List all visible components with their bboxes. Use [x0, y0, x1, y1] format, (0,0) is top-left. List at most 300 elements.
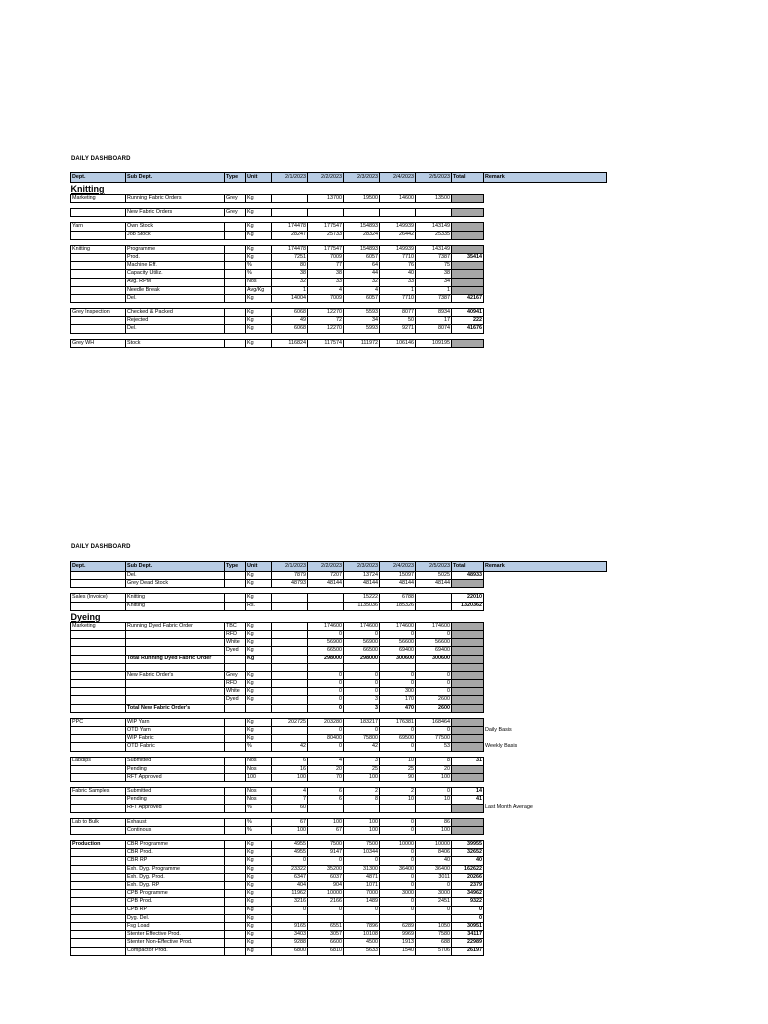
- value-cell: [272, 639, 308, 647]
- table-row: [71, 743, 607, 751]
- type-cell: [225, 655, 246, 663]
- table-row: [71, 898, 607, 906]
- unit-cell: Kg: [246, 727, 272, 735]
- total-cell: [452, 245, 484, 253]
- unit-cell: Kg: [246, 572, 272, 580]
- value-cell: 0: [344, 688, 380, 696]
- value-cell: 2451: [416, 898, 452, 906]
- value-cell: 100: [416, 826, 452, 834]
- dept-cell: [71, 209, 126, 217]
- value-cell: [380, 209, 416, 217]
- remark-cell: [484, 939, 607, 947]
- total-cell: [452, 765, 484, 773]
- value-cell: 6057: [344, 294, 380, 302]
- value-cell: 13500: [416, 195, 452, 203]
- value-cell: 0: [308, 696, 344, 704]
- dept-cell: [71, 922, 126, 930]
- sub-dept-cell: Programme: [126, 245, 225, 253]
- sub-dept-cell: Submitted: [126, 788, 225, 796]
- dept-cell: [71, 898, 126, 906]
- table-row: [71, 622, 607, 630]
- unit-cell: Kg: [246, 647, 272, 655]
- dept-cell: [71, 671, 126, 679]
- value-cell: 149939: [380, 245, 416, 253]
- value-cell: 4955: [272, 841, 308, 849]
- value-cell: 143149: [416, 223, 452, 231]
- table-row: [71, 696, 607, 704]
- value-cell: 100: [272, 826, 308, 834]
- dept-cell: [71, 663, 126, 671]
- value-cell: 174478: [272, 245, 308, 253]
- unit-cell: Kg: [246, 931, 272, 939]
- value-cell: [272, 914, 308, 922]
- type-cell: [225, 278, 246, 286]
- table-row: [71, 253, 607, 261]
- value-cell: 6347: [272, 873, 308, 881]
- table-row: [71, 325, 607, 333]
- value-cell: 300: [380, 688, 416, 696]
- value-cell: 116824: [272, 339, 308, 347]
- sub-dept-cell: [126, 680, 225, 688]
- value-cell: 0: [416, 788, 452, 796]
- value-cell: 9271: [380, 325, 416, 333]
- value-cell: 0: [308, 906, 344, 914]
- type-cell: [225, 826, 246, 834]
- value-cell: 5993: [344, 325, 380, 333]
- table-row: [71, 594, 607, 602]
- table-row: [71, 914, 607, 922]
- value-cell: 904: [308, 882, 344, 890]
- remark-cell: [484, 704, 607, 712]
- dept-cell: [71, 688, 126, 696]
- value-cell: 42: [344, 743, 380, 751]
- value-cell: [272, 209, 308, 217]
- type-cell: [225, 317, 246, 325]
- value-cell: 2600: [416, 696, 452, 704]
- value-cell: 7207: [308, 572, 344, 580]
- remark-cell: [484, 688, 607, 696]
- value-cell: 25733: [308, 231, 344, 239]
- remark-cell: [484, 580, 607, 588]
- value-cell: 0: [308, 680, 344, 688]
- total-cell: 32652: [452, 849, 484, 857]
- total-cell: [452, 655, 484, 663]
- value-cell: 40: [380, 270, 416, 278]
- table-row: [71, 796, 607, 804]
- sub-dept-cell: CPB Prod.: [126, 898, 225, 906]
- total-cell: 40: [452, 857, 484, 865]
- value-cell: 70: [308, 773, 344, 781]
- value-cell: 3000: [380, 890, 416, 898]
- value-cell: 31300: [344, 865, 380, 873]
- table-row: [71, 223, 607, 231]
- value-cell: 0: [344, 906, 380, 914]
- remark-cell: [484, 696, 607, 704]
- value-cell: 10: [416, 796, 452, 804]
- dept-cell: [71, 796, 126, 804]
- value-cell: 7896: [344, 922, 380, 930]
- sub-dept-cell: Knitting: [126, 594, 225, 602]
- table-row: [71, 773, 607, 781]
- value-cell: 688: [416, 939, 452, 947]
- type-cell: [225, 857, 246, 865]
- unit-cell: Kg: [246, 195, 272, 203]
- total-cell: [452, 639, 484, 647]
- value-cell: 177547: [308, 245, 344, 253]
- table-row: [71, 602, 607, 610]
- dept-cell: Marketing: [71, 195, 126, 203]
- value-cell: 3: [344, 757, 380, 765]
- value-cell: 0: [308, 727, 344, 735]
- dept-cell: Lab to Bulk: [71, 818, 126, 826]
- sub-dept-cell: Knitting: [126, 602, 225, 610]
- dept-cell: [71, 630, 126, 638]
- unit-cell: Kg: [246, 639, 272, 647]
- dept-cell: [71, 294, 126, 302]
- type-cell: [225, 602, 246, 610]
- dept-cell: [71, 826, 126, 834]
- remark-cell: [484, 718, 607, 726]
- value-cell: 48144: [308, 580, 344, 588]
- value-cell: 32: [272, 278, 308, 286]
- table-row: [71, 317, 607, 325]
- type-cell: White: [225, 688, 246, 696]
- remark-cell: [484, 309, 607, 317]
- value-cell: 1489: [344, 898, 380, 906]
- value-cell: 6: [308, 788, 344, 796]
- sub-dept-cell: Rejected: [126, 317, 225, 325]
- value-cell: [308, 594, 344, 602]
- remark-cell: [484, 630, 607, 638]
- column-header: 2/5/2023: [416, 173, 452, 183]
- value-cell: 0: [308, 688, 344, 696]
- value-cell: 9969: [380, 931, 416, 939]
- sub-dept-cell: Continous: [126, 826, 225, 834]
- value-cell: 0: [272, 857, 308, 865]
- value-cell: 49: [272, 317, 308, 325]
- table-row: [71, 727, 607, 735]
- value-cell: 1: [416, 286, 452, 294]
- value-cell: 7879: [272, 572, 308, 580]
- value-cell: 25: [344, 765, 380, 773]
- remark-cell: [484, 317, 607, 325]
- total-cell: 41676: [452, 325, 484, 333]
- sub-dept-cell: Checked & Packed: [126, 309, 225, 317]
- column-header: Sub Dept.: [126, 562, 225, 572]
- unit-cell: Kg: [246, 688, 272, 696]
- value-cell: 7: [272, 796, 308, 804]
- remark-cell: [484, 339, 607, 347]
- total-cell: [452, 826, 484, 834]
- value-cell: [344, 914, 380, 922]
- value-cell: 1: [380, 286, 416, 294]
- unit-cell: Nos: [246, 788, 272, 796]
- value-cell: 174600: [416, 622, 452, 630]
- value-cell: 6788: [380, 594, 416, 602]
- total-cell: [452, 223, 484, 231]
- dept-cell: [71, 704, 126, 712]
- dyeing-dashboard-table: [70, 561, 607, 956]
- unit-cell: [246, 704, 272, 712]
- value-cell: 69400: [380, 647, 416, 655]
- value-cell: 38: [416, 270, 452, 278]
- dept-cell: [71, 580, 126, 588]
- column-header: Unit: [246, 562, 272, 572]
- table-row: [71, 286, 607, 294]
- sub-dept-cell: Capacity Utiliz.: [126, 270, 225, 278]
- unit-cell: Kg: [246, 841, 272, 849]
- dept-cell: [71, 325, 126, 333]
- table-row: [71, 339, 607, 347]
- value-cell: 0: [380, 906, 416, 914]
- sub-dept-cell: [126, 663, 225, 671]
- value-cell: 6037: [308, 873, 344, 881]
- value-cell: 176381: [380, 718, 416, 726]
- value-cell: 80: [272, 262, 308, 270]
- column-header: 2/4/2023: [380, 562, 416, 572]
- unit-cell: Avg/Kg: [246, 286, 272, 294]
- unit-cell: Kg: [246, 630, 272, 638]
- value-cell: 3: [344, 704, 380, 712]
- column-header: 2/2/2023: [308, 173, 344, 183]
- dept-cell: [71, 931, 126, 939]
- type-cell: [225, 704, 246, 712]
- value-cell: 1050: [416, 922, 452, 930]
- unit-cell: Kg: [246, 914, 272, 922]
- total-cell: [452, 195, 484, 203]
- type-cell: [225, 572, 246, 580]
- table-row: [71, 826, 607, 834]
- remark-cell: [484, 841, 607, 849]
- value-cell: 12270: [308, 309, 344, 317]
- type-cell: [225, 865, 246, 873]
- value-cell: 10000: [308, 890, 344, 898]
- value-cell: 0: [380, 873, 416, 881]
- unit-cell: Kg: [246, 317, 272, 325]
- total-cell: [452, 718, 484, 726]
- value-cell: 10108: [344, 931, 380, 939]
- value-cell: [344, 209, 380, 217]
- value-cell: [308, 804, 344, 812]
- type-cell: [225, 931, 246, 939]
- remark-cell: [484, 655, 607, 663]
- sub-dept-cell: Submitted: [126, 757, 225, 765]
- dept-cell: [71, 865, 126, 873]
- total-cell: 9322: [452, 898, 484, 906]
- value-cell: 19500: [344, 195, 380, 203]
- type-cell: [225, 339, 246, 347]
- value-cell: 470: [380, 704, 416, 712]
- type-cell: [225, 743, 246, 751]
- value-cell: 6289: [380, 922, 416, 930]
- value-cell: 20: [416, 765, 452, 773]
- total-cell: 162622: [452, 865, 484, 873]
- value-cell: 60: [272, 804, 308, 812]
- unit-cell: Kg: [246, 939, 272, 947]
- value-cell: 10: [380, 796, 416, 804]
- remark-cell: [484, 914, 607, 922]
- sub-dept-cell: [126, 647, 225, 655]
- value-cell: 75800: [344, 735, 380, 743]
- unit-cell: Kg: [246, 947, 272, 955]
- column-header: Dept.: [71, 173, 126, 183]
- sub-dept-cell: RFT Approved: [126, 804, 225, 812]
- value-cell: [308, 663, 344, 671]
- value-cell: 185326: [380, 602, 416, 610]
- dept-cell: Yarn: [71, 223, 126, 231]
- value-cell: 17: [416, 317, 452, 325]
- value-cell: 12270: [308, 325, 344, 333]
- value-cell: [272, 704, 308, 712]
- value-cell: 86: [416, 818, 452, 826]
- dept-cell: [71, 914, 126, 922]
- value-cell: 0: [416, 882, 452, 890]
- dept-cell: [71, 286, 126, 294]
- type-cell: [225, 270, 246, 278]
- sub-dept-cell: WIP Fabric: [126, 735, 225, 743]
- value-cell: 0: [344, 727, 380, 735]
- value-cell: 6068: [272, 325, 308, 333]
- value-cell: 5706: [416, 947, 452, 955]
- value-cell: 10: [380, 757, 416, 765]
- value-cell: 34: [344, 317, 380, 325]
- value-cell: [416, 914, 452, 922]
- value-cell: 8934: [416, 309, 452, 317]
- value-cell: 0: [416, 680, 452, 688]
- value-cell: 56600: [380, 639, 416, 647]
- value-cell: 77: [308, 262, 344, 270]
- value-cell: 4: [308, 757, 344, 765]
- value-cell: [416, 663, 452, 671]
- unit-cell: Kg: [246, 849, 272, 857]
- value-cell: [272, 655, 308, 663]
- sub-dept-cell: Avg. RPM: [126, 278, 225, 286]
- remark-cell: [484, 639, 607, 647]
- dept-cell: Labdips: [71, 757, 126, 765]
- total-cell: [452, 804, 484, 812]
- unit-cell: Kg: [246, 253, 272, 261]
- value-cell: [416, 209, 452, 217]
- table-row: [71, 655, 607, 663]
- remark-cell: [484, 765, 607, 773]
- value-cell: 8406: [416, 849, 452, 857]
- value-cell: 0: [416, 688, 452, 696]
- value-cell: 48144: [380, 580, 416, 588]
- value-cell: 69400: [416, 647, 452, 655]
- value-cell: 9147: [308, 849, 344, 857]
- value-cell: 100: [344, 773, 380, 781]
- value-cell: 56600: [416, 639, 452, 647]
- dept-cell: [71, 735, 126, 743]
- sub-dept-cell: Running Dyed Fabric Order: [126, 622, 225, 630]
- unit-cell: %: [246, 804, 272, 812]
- table-row: [71, 735, 607, 743]
- remark-cell: [484, 294, 607, 302]
- unit-cell: Nos: [246, 278, 272, 286]
- value-cell: 0: [380, 727, 416, 735]
- table-row: [71, 688, 607, 696]
- table-row: [71, 757, 607, 765]
- total-cell: [452, 647, 484, 655]
- value-cell: 1135036: [344, 602, 380, 610]
- remark-cell: [484, 262, 607, 270]
- value-cell: 0: [308, 671, 344, 679]
- value-cell: 80400: [308, 735, 344, 743]
- remark-cell: [484, 286, 607, 294]
- value-cell: 33: [308, 278, 344, 286]
- dept-cell: [71, 680, 126, 688]
- value-cell: 77500: [416, 735, 452, 743]
- total-cell: 30951: [452, 922, 484, 930]
- table-row: [71, 572, 607, 580]
- value-cell: 404: [272, 882, 308, 890]
- unit-cell: Kg: [246, 594, 272, 602]
- type-cell: [225, 788, 246, 796]
- column-header: 2/4/2023: [380, 173, 416, 183]
- table-row: [71, 209, 607, 217]
- value-cell: 170: [380, 696, 416, 704]
- value-cell: 4500: [344, 939, 380, 947]
- total-cell: [452, 773, 484, 781]
- sub-dept-cell: Needle Break: [126, 286, 225, 294]
- total-cell: 35414: [452, 253, 484, 261]
- total-cell: [452, 286, 484, 294]
- value-cell: 7500: [344, 841, 380, 849]
- value-cell: 0: [380, 898, 416, 906]
- value-cell: 0: [380, 882, 416, 890]
- type-cell: [225, 580, 246, 588]
- total-cell: [452, 580, 484, 588]
- type-cell: Dyed: [225, 647, 246, 655]
- value-cell: 50: [380, 317, 416, 325]
- value-cell: 3403: [272, 931, 308, 939]
- unit-cell: Nos: [246, 765, 272, 773]
- total-cell: [452, 727, 484, 735]
- unit-cell: Kg: [246, 680, 272, 688]
- value-cell: 117574: [308, 339, 344, 347]
- value-cell: 1913: [380, 939, 416, 947]
- column-header: Remark: [484, 562, 607, 572]
- value-cell: 143149: [416, 245, 452, 253]
- table-row: [71, 680, 607, 688]
- value-cell: 10000: [380, 841, 416, 849]
- remark-cell: [484, 647, 607, 655]
- total-cell: 42167: [452, 294, 484, 302]
- sub-dept-cell: Fsg Load: [126, 922, 225, 930]
- value-cell: 11962: [272, 890, 308, 898]
- table-row: [71, 718, 607, 726]
- table-row: [71, 765, 607, 773]
- value-cell: 174478: [272, 223, 308, 231]
- remark-cell: [484, 857, 607, 865]
- dashboard-title-1: DAILY DASHBOARD: [71, 156, 131, 162]
- value-cell: 0: [272, 906, 308, 914]
- column-header: Remark: [484, 173, 607, 183]
- type-cell: RFD: [225, 630, 246, 638]
- remark-cell: [484, 572, 607, 580]
- knitting-dashboard-table: [70, 172, 607, 348]
- dept-cell: Grey WH: [71, 339, 126, 347]
- value-cell: 174600: [344, 622, 380, 630]
- unit-cell: Kg: [246, 865, 272, 873]
- value-cell: 0: [416, 906, 452, 914]
- remark-cell: [484, 594, 607, 602]
- value-cell: 5633: [344, 947, 380, 955]
- type-cell: [225, 253, 246, 261]
- dept-cell: [71, 804, 126, 812]
- dept-cell: [71, 572, 126, 580]
- value-cell: 8: [416, 757, 452, 765]
